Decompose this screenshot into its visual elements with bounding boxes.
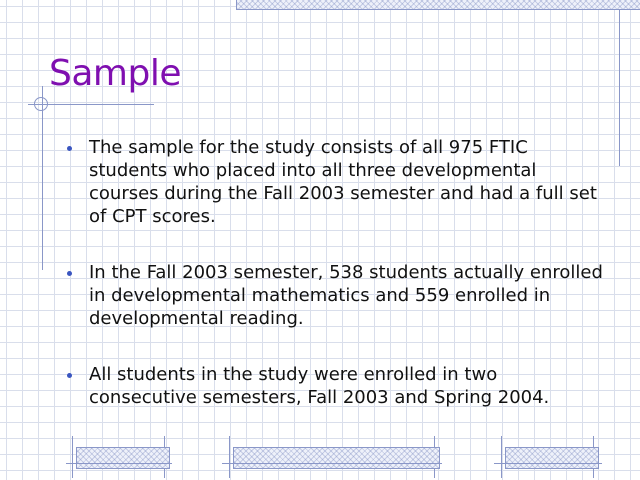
footer-line xyxy=(501,436,502,478)
footer-line xyxy=(494,463,602,464)
footer-line xyxy=(229,436,230,478)
slide-title: Sample xyxy=(49,53,181,94)
bullet-item xyxy=(64,363,604,409)
bullet-text: The sample for the study consists of all 975 FTIC students who placed into all three developmental courses during the Fall 2003 semester and had a full set of CPT scores. xyxy=(89,137,597,227)
bullet-dot-icon xyxy=(67,146,72,151)
bullet-dot-icon xyxy=(67,373,72,378)
right-accent-line xyxy=(619,10,620,166)
footer-line xyxy=(222,463,442,464)
left-accent-line xyxy=(42,86,43,270)
circle-ornament xyxy=(34,97,48,111)
footer-line xyxy=(66,463,172,464)
bullet-text: All students in the study were enrolled in two consecutive semesters, Fall 2003 and Spring 2004. xyxy=(89,364,550,408)
footer-hatched-band-right xyxy=(505,447,599,469)
bullet-dot-icon xyxy=(67,271,72,276)
bullet-list xyxy=(64,136,604,409)
top-hatched-band xyxy=(236,0,640,10)
footer-line xyxy=(72,436,73,478)
footer-hatched-band-center xyxy=(233,447,440,469)
footer-hatched-band-left xyxy=(76,447,170,469)
bullet-item xyxy=(64,261,604,330)
bullet-text: In the Fall 2003 semester, 538 students actually enrolled in developmental mathematics and 559 enrolled in developmental reading. xyxy=(89,262,603,329)
bullet-item xyxy=(64,136,604,228)
